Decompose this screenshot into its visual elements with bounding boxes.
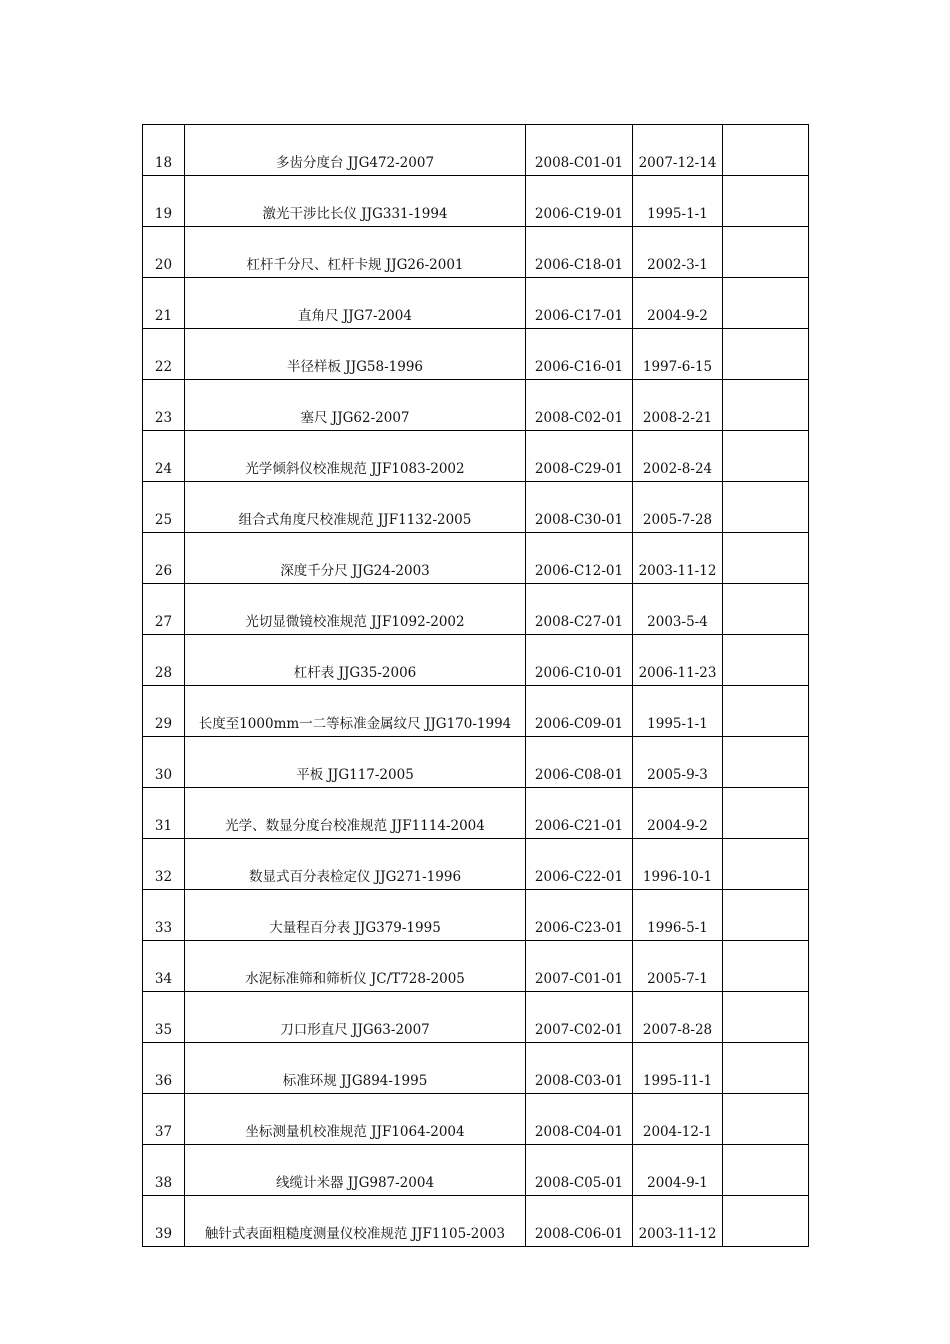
standard-name-cell: 大量程百分表 JJG379-1995 xyxy=(185,890,526,941)
certificate-code-cell: 2006-C17-01 xyxy=(526,278,633,329)
certificate-code-cell: 2008-C05-01 xyxy=(526,1145,633,1196)
table-row xyxy=(143,788,809,839)
remark-cell xyxy=(723,584,809,635)
effective-date-cell: 2005-7-1 xyxy=(633,941,723,992)
certificate-code-cell: 2007-C01-01 xyxy=(526,941,633,992)
table-row xyxy=(143,431,809,482)
effective-date-cell: 2004-9-2 xyxy=(633,278,723,329)
certificate-code-cell: 2008-C06-01 xyxy=(526,1196,633,1247)
remark-cell xyxy=(723,890,809,941)
table-row xyxy=(143,941,809,992)
remark-cell xyxy=(723,533,809,584)
effective-date-cell: 1995-1-1 xyxy=(633,686,723,737)
row-number-cell: 27 xyxy=(143,584,185,635)
row-number-cell: 33 xyxy=(143,890,185,941)
effective-date-cell: 2005-9-3 xyxy=(633,737,723,788)
remark-cell xyxy=(723,227,809,278)
certificate-code-cell: 2006-C21-01 xyxy=(526,788,633,839)
table-row xyxy=(143,992,809,1043)
remark-cell xyxy=(723,125,809,176)
standards-table-body xyxy=(143,125,809,1247)
certificate-code-cell: 2006-C18-01 xyxy=(526,227,633,278)
table-row xyxy=(143,329,809,380)
table-row xyxy=(143,890,809,941)
certificate-code-cell: 2008-C01-01 xyxy=(526,125,633,176)
standard-name-cell: 激光干涉比长仪 JJG331-1994 xyxy=(185,176,526,227)
row-number-cell: 28 xyxy=(143,635,185,686)
table-row xyxy=(143,125,809,176)
certificate-code-cell: 2006-C23-01 xyxy=(526,890,633,941)
certificate-code-cell: 2008-C03-01 xyxy=(526,1043,633,1094)
certificate-code-cell: 2006-C22-01 xyxy=(526,839,633,890)
effective-date-cell: 1996-10-1 xyxy=(633,839,723,890)
effective-date-cell: 1997-6-15 xyxy=(633,329,723,380)
standard-name-cell: 数显式百分表检定仪 JJG271-1996 xyxy=(185,839,526,890)
row-number-cell: 31 xyxy=(143,788,185,839)
standard-name-cell: 触针式表面粗糙度测量仪校准规范 JJF1105-2003 xyxy=(185,1196,526,1247)
table-row xyxy=(143,533,809,584)
standard-name-cell: 长度至1000mm一二等标准金属纹尺 JJG170-1994 xyxy=(185,686,526,737)
table-row xyxy=(143,380,809,431)
remark-cell xyxy=(723,737,809,788)
table-row xyxy=(143,278,809,329)
standard-name-cell: 杠杆表 JJG35-2006 xyxy=(185,635,526,686)
standard-name-cell: 线缆计米器 JJG987-2004 xyxy=(185,1145,526,1196)
remark-cell xyxy=(723,1043,809,1094)
effective-date-cell: 2004-9-1 xyxy=(633,1145,723,1196)
certificate-code-cell: 2006-C08-01 xyxy=(526,737,633,788)
remark-cell xyxy=(723,686,809,737)
effective-date-cell: 2004-9-2 xyxy=(633,788,723,839)
standard-name-cell: 坐标测量机校准规范 JJF1064-2004 xyxy=(185,1094,526,1145)
effective-date-cell: 2005-7-28 xyxy=(633,482,723,533)
table-row xyxy=(143,686,809,737)
table-row xyxy=(143,1043,809,1094)
remark-cell xyxy=(723,176,809,227)
certificate-code-cell: 2006-C10-01 xyxy=(526,635,633,686)
effective-date-cell: 1996-5-1 xyxy=(633,890,723,941)
remark-cell xyxy=(723,1094,809,1145)
table-row xyxy=(143,176,809,227)
effective-date-cell: 2003-5-4 xyxy=(633,584,723,635)
standard-name-cell: 刀口形直尺 JJG63-2007 xyxy=(185,992,526,1043)
standard-name-cell: 标准环规 JJG894-1995 xyxy=(185,1043,526,1094)
remark-cell xyxy=(723,788,809,839)
certificate-code-cell: 2008-C30-01 xyxy=(526,482,633,533)
row-number-cell: 22 xyxy=(143,329,185,380)
table-row xyxy=(143,635,809,686)
standard-name-cell: 塞尺 JJG62-2007 xyxy=(185,380,526,431)
row-number-cell: 32 xyxy=(143,839,185,890)
remark-cell xyxy=(723,839,809,890)
standard-name-cell: 光学倾斜仪校准规范 JJF1083-2002 xyxy=(185,431,526,482)
remark-cell xyxy=(723,1145,809,1196)
standard-name-cell: 半径样板 JJG58-1996 xyxy=(185,329,526,380)
effective-date-cell: 2008-2-21 xyxy=(633,380,723,431)
effective-date-cell: 2007-8-28 xyxy=(633,992,723,1043)
certificate-code-cell: 2006-C19-01 xyxy=(526,176,633,227)
standard-name-cell: 多齿分度台 JJG472-2007 xyxy=(185,125,526,176)
effective-date-cell: 2003-11-12 xyxy=(633,1196,723,1247)
row-number-cell: 24 xyxy=(143,431,185,482)
remark-cell xyxy=(723,992,809,1043)
effective-date-cell: 2006-11-23 xyxy=(633,635,723,686)
remark-cell xyxy=(723,329,809,380)
table-row xyxy=(143,1145,809,1196)
row-number-cell: 36 xyxy=(143,1043,185,1094)
standard-name-cell: 组合式角度尺校准规范 JJF1132-2005 xyxy=(185,482,526,533)
row-number-cell: 21 xyxy=(143,278,185,329)
certificate-code-cell: 2008-C04-01 xyxy=(526,1094,633,1145)
certificate-code-cell: 2006-C16-01 xyxy=(526,329,633,380)
row-number-cell: 37 xyxy=(143,1094,185,1145)
remark-cell xyxy=(723,1196,809,1247)
effective-date-cell: 2002-3-1 xyxy=(633,227,723,278)
row-number-cell: 26 xyxy=(143,533,185,584)
table-row xyxy=(143,1196,809,1247)
effective-date-cell: 1995-1-1 xyxy=(633,176,723,227)
row-number-cell: 23 xyxy=(143,380,185,431)
standards-table xyxy=(142,124,809,1247)
standard-name-cell: 水泥标准筛和筛析仪 JC/T728-2005 xyxy=(185,941,526,992)
standard-name-cell: 光切显微镜校准规范 JJF1092-2002 xyxy=(185,584,526,635)
remark-cell xyxy=(723,278,809,329)
row-number-cell: 18 xyxy=(143,125,185,176)
table-row xyxy=(143,584,809,635)
certificate-code-cell: 2007-C02-01 xyxy=(526,992,633,1043)
standard-name-cell: 深度千分尺 JJG24-2003 xyxy=(185,533,526,584)
remark-cell xyxy=(723,635,809,686)
row-number-cell: 29 xyxy=(143,686,185,737)
standard-name-cell: 平板 JJG117-2005 xyxy=(185,737,526,788)
row-number-cell: 34 xyxy=(143,941,185,992)
row-number-cell: 35 xyxy=(143,992,185,1043)
row-number-cell: 25 xyxy=(143,482,185,533)
effective-date-cell: 2007-12-14 xyxy=(633,125,723,176)
effective-date-cell: 2004-12-1 xyxy=(633,1094,723,1145)
effective-date-cell: 1995-11-1 xyxy=(633,1043,723,1094)
certificate-code-cell: 2006-C12-01 xyxy=(526,533,633,584)
remark-cell xyxy=(723,482,809,533)
remark-cell xyxy=(723,431,809,482)
certificate-code-cell: 2008-C02-01 xyxy=(526,380,633,431)
certificate-code-cell: 2006-C09-01 xyxy=(526,686,633,737)
row-number-cell: 39 xyxy=(143,1196,185,1247)
remark-cell xyxy=(723,941,809,992)
remark-cell xyxy=(723,380,809,431)
row-number-cell: 20 xyxy=(143,227,185,278)
table-row xyxy=(143,482,809,533)
standard-name-cell: 光学、数显分度台校准规范 JJF1114-2004 xyxy=(185,788,526,839)
row-number-cell: 30 xyxy=(143,737,185,788)
table-row xyxy=(143,227,809,278)
certificate-code-cell: 2008-C27-01 xyxy=(526,584,633,635)
table-row xyxy=(143,1094,809,1145)
standard-name-cell: 杠杆千分尺、杠杆卡规 JJG26-2001 xyxy=(185,227,526,278)
certificate-code-cell: 2008-C29-01 xyxy=(526,431,633,482)
table-row xyxy=(143,839,809,890)
row-number-cell: 38 xyxy=(143,1145,185,1196)
table-row xyxy=(143,737,809,788)
effective-date-cell: 2003-11-12 xyxy=(633,533,723,584)
row-number-cell: 19 xyxy=(143,176,185,227)
standard-name-cell: 直角尺 JJG7-2004 xyxy=(185,278,526,329)
effective-date-cell: 2002-8-24 xyxy=(633,431,723,482)
